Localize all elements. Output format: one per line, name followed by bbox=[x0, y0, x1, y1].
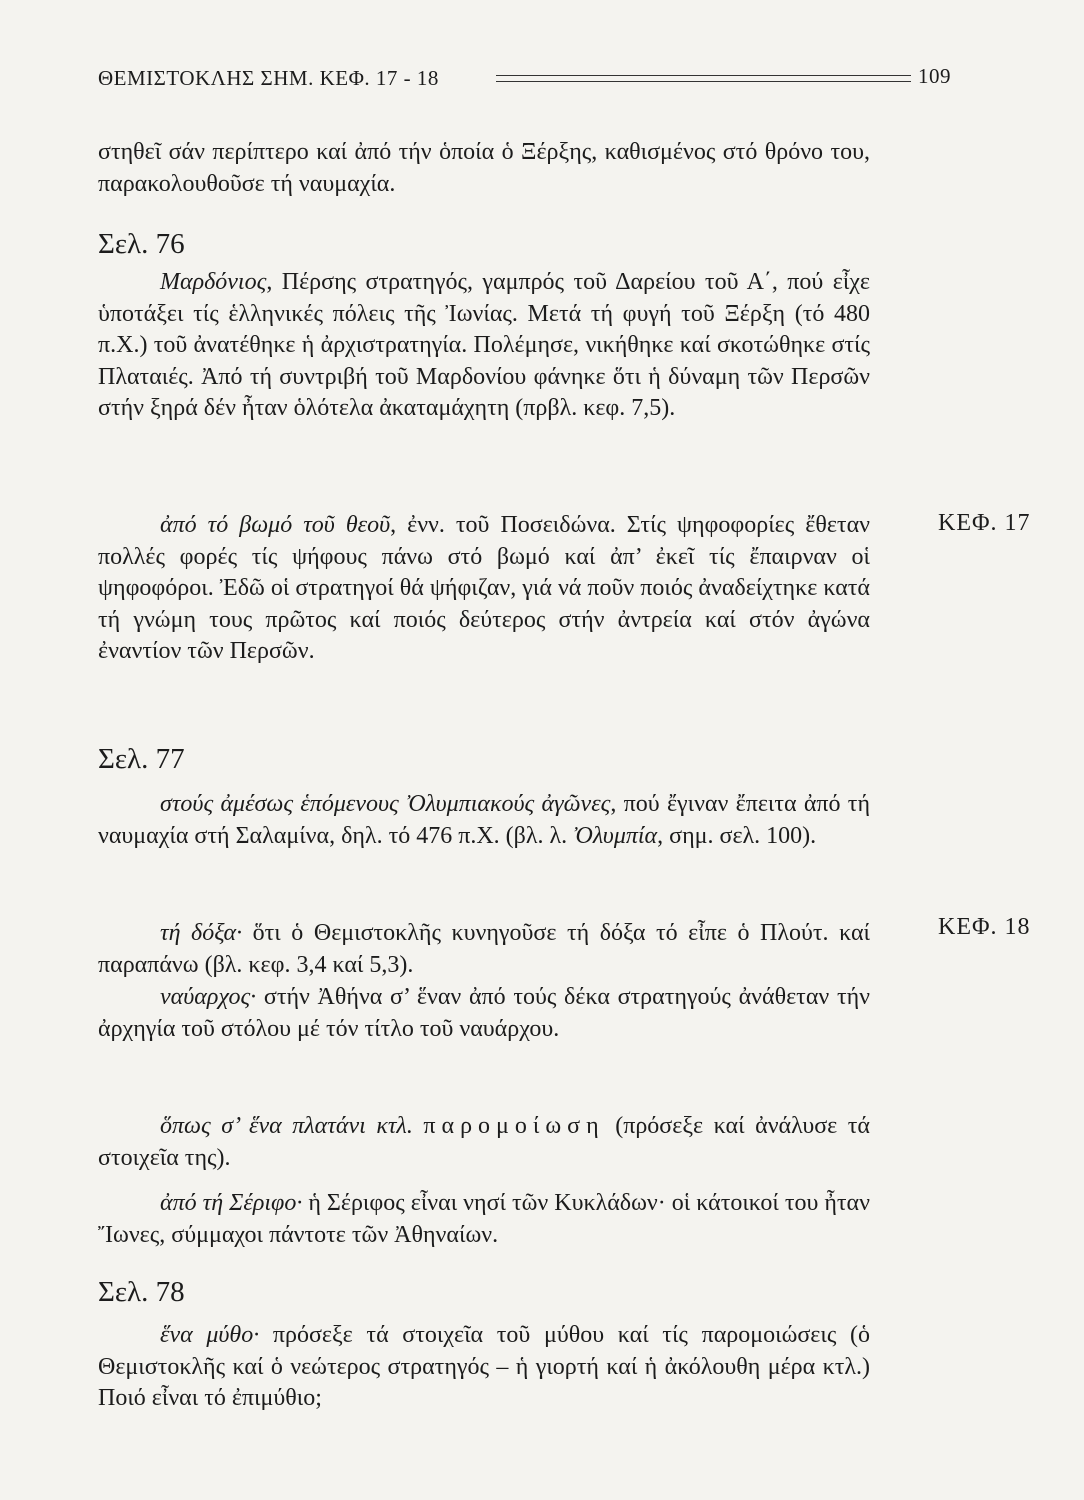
note-seriphos: ἡ Σέριφος εἶναι νησί τῶν Κυκλάδων· οἱ κάτοικοί του ἦταν Ἴωνες, σύμμαχοι πάντοτε τῶν Ἀθηναίων. bbox=[98, 1190, 870, 1248]
margin-chapter-18: ΚΕΦ. 18 bbox=[938, 914, 1031, 940]
term-olympia: Ὀλυμπία bbox=[573, 822, 658, 849]
running-title: ΘΕΜΙΣΤΟΚΛΗΣ ΣΗΜ. ΚΕΦ. 17 - 18 bbox=[98, 66, 439, 90]
page-number: 109 bbox=[918, 64, 951, 88]
note-glory: ὅτι ὁ Θεμιστοκλῆς κυνηγοῦσε τή δόξα τό εἶπε ὁ Πλούτ. καί παραπάνω (βλ. κεφ. 3,4 καί 5,3). bbox=[98, 920, 870, 978]
section-78-note-1 bbox=[98, 1320, 870, 1415]
section-heading-78: Σελ. 78 bbox=[98, 1276, 185, 1308]
section-76-note-1 bbox=[98, 267, 870, 425]
section-77-note-4 bbox=[98, 1111, 870, 1174]
term-glory: τή δόξα· bbox=[160, 920, 243, 946]
term-altar: ἀπό τό βωμό τοῦ θεοῦ bbox=[160, 512, 391, 538]
section-77-note-3 bbox=[98, 982, 870, 1045]
term-myth: ἕνα μύθο· bbox=[160, 1322, 260, 1348]
section-heading-77: Σελ. 77 bbox=[98, 743, 185, 775]
section-heading-76: Σελ. 76 bbox=[98, 228, 185, 260]
header-rule bbox=[496, 75, 911, 82]
term-seriphos: ἀπό τή Σέριφο· bbox=[160, 1190, 303, 1216]
section-77-note-1 bbox=[98, 789, 870, 852]
note-myth: πρόσεξε τά στοιχεῖα τοῦ μύθου καί τίς παρομοιώσεις (ὁ Θεμιστοκλῆς καί ὁ νεώτερος στρατηγός – ἡ γιορτή καί ἡ ἀκόλουθη μέρα κτλ.) Ποιό εἶναι τό ἐπιμύθιο; bbox=[98, 1322, 870, 1412]
note-plane-tree: (πρόσεξε καί ἀνάλυσε τά στοιχεῖα της). bbox=[98, 1113, 871, 1171]
note-admiral: στήν Ἀθήνα σ’ ἕναν ἀπό τούς δέκα στρατηγούς ἀνάθεταν τήν ἀρχηγία τοῦ στόλου μέ τόν τίτλο τοῦ ναυάρχου. bbox=[98, 984, 870, 1042]
note-altar: , ἐνν. τοῦ Ποσειδώνα. Στίς ψηφοφορίες ἔθεταν πολλές φορές τίς ψήφους πάνω στό βωμό καί ἀπ’ ἐκεῖ τίς ἔπαιρναν οἱ ψηφοφόροι. Ἐδῶ οἱ στρατηγοί θά ψήφιζαν, γιά νά ποῦν ποιός ἀναδείχτηκε κατά τή γνώμη τους πρῶτος καί ποιός δεύτερος στήν ἀντρεία καί στόν ἀγώνα ἐναντίον τῶν Περσῶν. bbox=[98, 512, 870, 665]
note-olympia: , σημ. σελ. 100). bbox=[657, 822, 817, 849]
intro-text: στηθεῖ σάν περίπτερο καί ἀπό τήν ὁποία ὁ Ξέρξης, καθισμένος στό θρόνο του, παρακολουθοῦσε τή ναυμαχία. bbox=[98, 139, 870, 197]
term-plane-tree: ὅπως σ’ ἕνα πλατάνι κτλ. bbox=[160, 1113, 413, 1139]
section-77-note-2 bbox=[98, 918, 870, 981]
section-76-note-2 bbox=[98, 510, 870, 668]
term-mardonios: Μαρδόνιος bbox=[160, 269, 267, 295]
term-admiral: ναύαρχος· bbox=[160, 984, 257, 1010]
word-simile: παρομοίωση bbox=[423, 1113, 605, 1139]
term-olympic-games: στούς ἀμέσως ἑπόμενους Ὀλυμπιακούς ἀγῶνες bbox=[160, 791, 611, 817]
margin-chapter-17: ΚΕΦ. 17 bbox=[938, 510, 1031, 536]
intro-paragraph bbox=[98, 137, 870, 200]
note-mardonios: , Πέρσης στρατηγός, γαμπρός τοῦ Δαρείου τοῦ Α΄, πού εἶχε ὑποτάξει τίς ἑλληνικές πόλεις τῆς Ἰωνίας. Μετά τή φυγή τοῦ Ξέρξη (τό 480 π.Χ.) τοῦ ἀνατέθηκε ἡ ἀρχιστρατηγία. Πολέμησε, νικήθηκε καί σκοτώθηκε στίς Πλαταιές. Ἀπό τή συντριβή τοῦ Μαρδονίου φάνηκε ὅτι ἡ δύναμη τῶν Περσῶν στήν ξηρά δέν ἦταν ὁλότελα ἀκαταμάχητη (πρβλ. κεφ. 7,5). bbox=[98, 269, 870, 422]
running-header bbox=[98, 64, 951, 92]
note-olympic-games: , πού ἔγιναν ἔπειτα ἀπό τή ναυμαχία στή Σαλαμίνα, δηλ. τό 476 π.Χ. (βλ. λ. bbox=[98, 791, 870, 849]
section-77-note-5 bbox=[98, 1188, 870, 1251]
